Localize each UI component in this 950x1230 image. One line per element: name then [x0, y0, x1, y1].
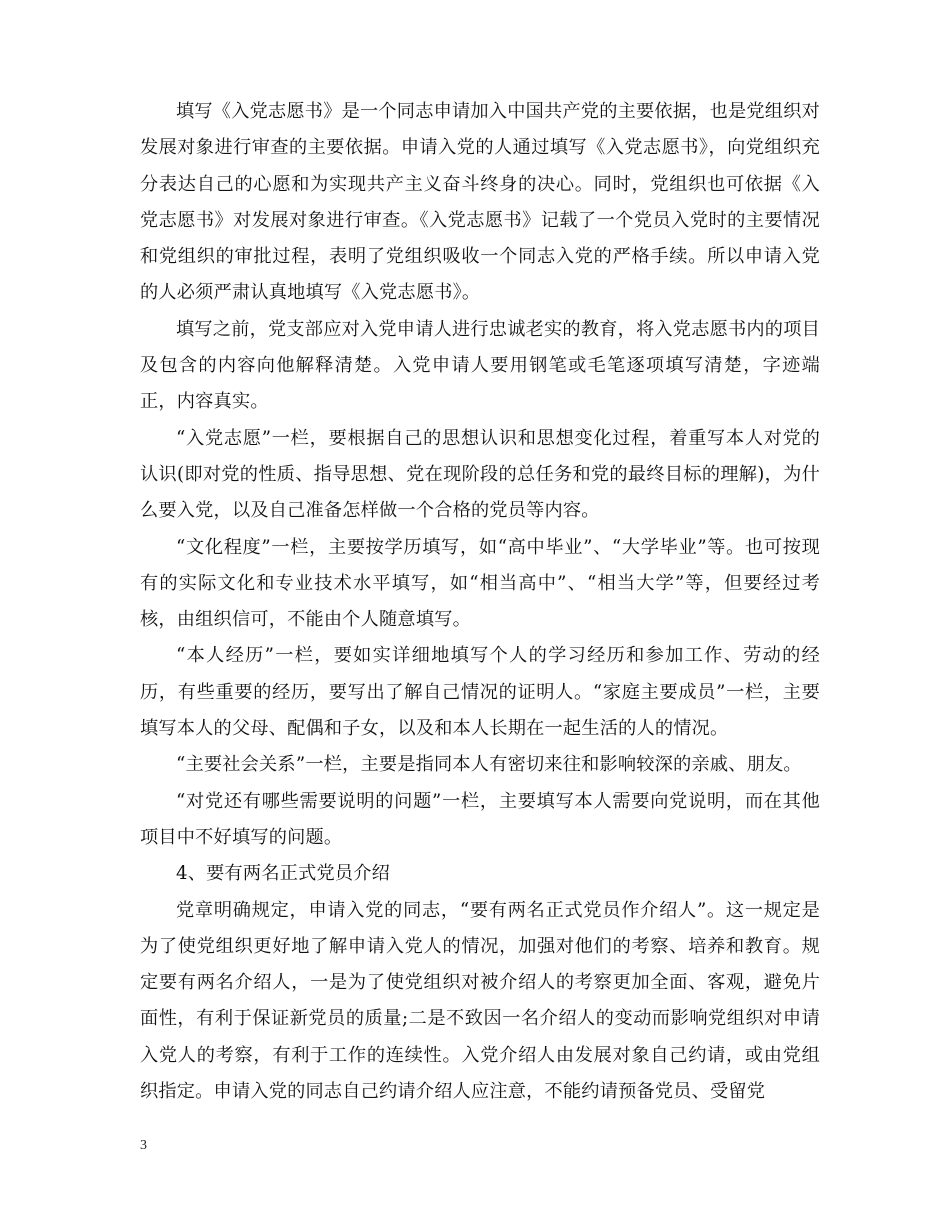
paragraph-volunteer-form-importance: 填写《入党志愿书》是一个同志申请加入中国共产党的主要依据，也是党组织对发展对象进行审查的主要依据。申请入党的人通过填写《入党志愿书》，向党组织充分表达自己的心愿和为实现共产主义奋斗终身的决心。同时，党组织也可依据《入党志愿书》对发展对象进行审查。《入党志愿书》记载了一个党员入党时的主要情况和党组织的审批过程，表明了党组织吸收一个同志入党的严格手续。所以申请入党的人必须严肃认真地填写《入党志愿书》。 — [140, 101, 820, 304]
paragraph-social-relations-column: “主要社会关系”一栏，主要是指同本人有密切来往和影响较深的亲戚、朋友。 — [176, 754, 802, 776]
paragraph-experience-column: “本人经历”一栏，要如实详细地填写个人的学习经历和参加工作、劳动的经历，有些重要的经历，要写出了解自己情况的证明人。“家庭主要成员”一栏，主要填写本人的父母、配偶和子女，以及和本人长期在一起生活的人的情况。 — [140, 645, 820, 740]
section-heading-introducers: 4、要有两名正式党员介绍 — [176, 863, 391, 885]
paragraph-volunteer-column: “入党志愿”一栏，要根据自己的思想认识和思想变化过程，着重写本人对党的认识(即对党的性质、指导思想、党在现阶段的总任务和党的最终目标的理解)，为什么要入党，以及自己准备怎样做一个合格的党员等内容。 — [140, 427, 820, 522]
paragraph-other-issues-column: “对党还有哪些需要说明的问题”一栏，主要填写本人需要向党说明，而在其他项目中不好填写的问题。 — [140, 790, 820, 848]
page-number: 3 — [140, 1138, 147, 1153]
document-body — [140, 94, 820, 1110]
paragraph-education-column: “文化程度”一栏，主要按学历填写，如“高中毕业”、“大学毕业”等。也可按现有的实际文化和专业技术水平填写，如“相当高中”、“相当大学”等，但要经过考核，由组织信可，不能由个人随意填写。 — [140, 536, 820, 631]
paragraph-introducer-rules: 党章明确规定，申请入党的同志，“要有两名正式党员作介绍人”。这一规定是为了使党组织更好地了解申请入党人的情况，加强对他们的考察、培养和教育。规定要有两名介绍人，一是为了使党组织对被介绍人的考察更加全面、客观，避免片面性，有利于保证新党员的质量;二是不致因一名介绍人的变动而影响党组织对申请入党人的考察，有利于工作的连续性。入党介绍人由发展对象自己约请，或由党组织指定。申请入党的同志自己约请介绍人应注意，不能约请预备党员、受留党 — [140, 899, 820, 1103]
paragraph-before-filling: 填写之前，党支部应对入党申请人进行忠诚老实的教育，将入党志愿书内的项目及包含的内容向他解释清楚。入党申请人要用钢笔或毛笔逐项填写清楚，字迹端正，内容真实。 — [140, 318, 820, 413]
